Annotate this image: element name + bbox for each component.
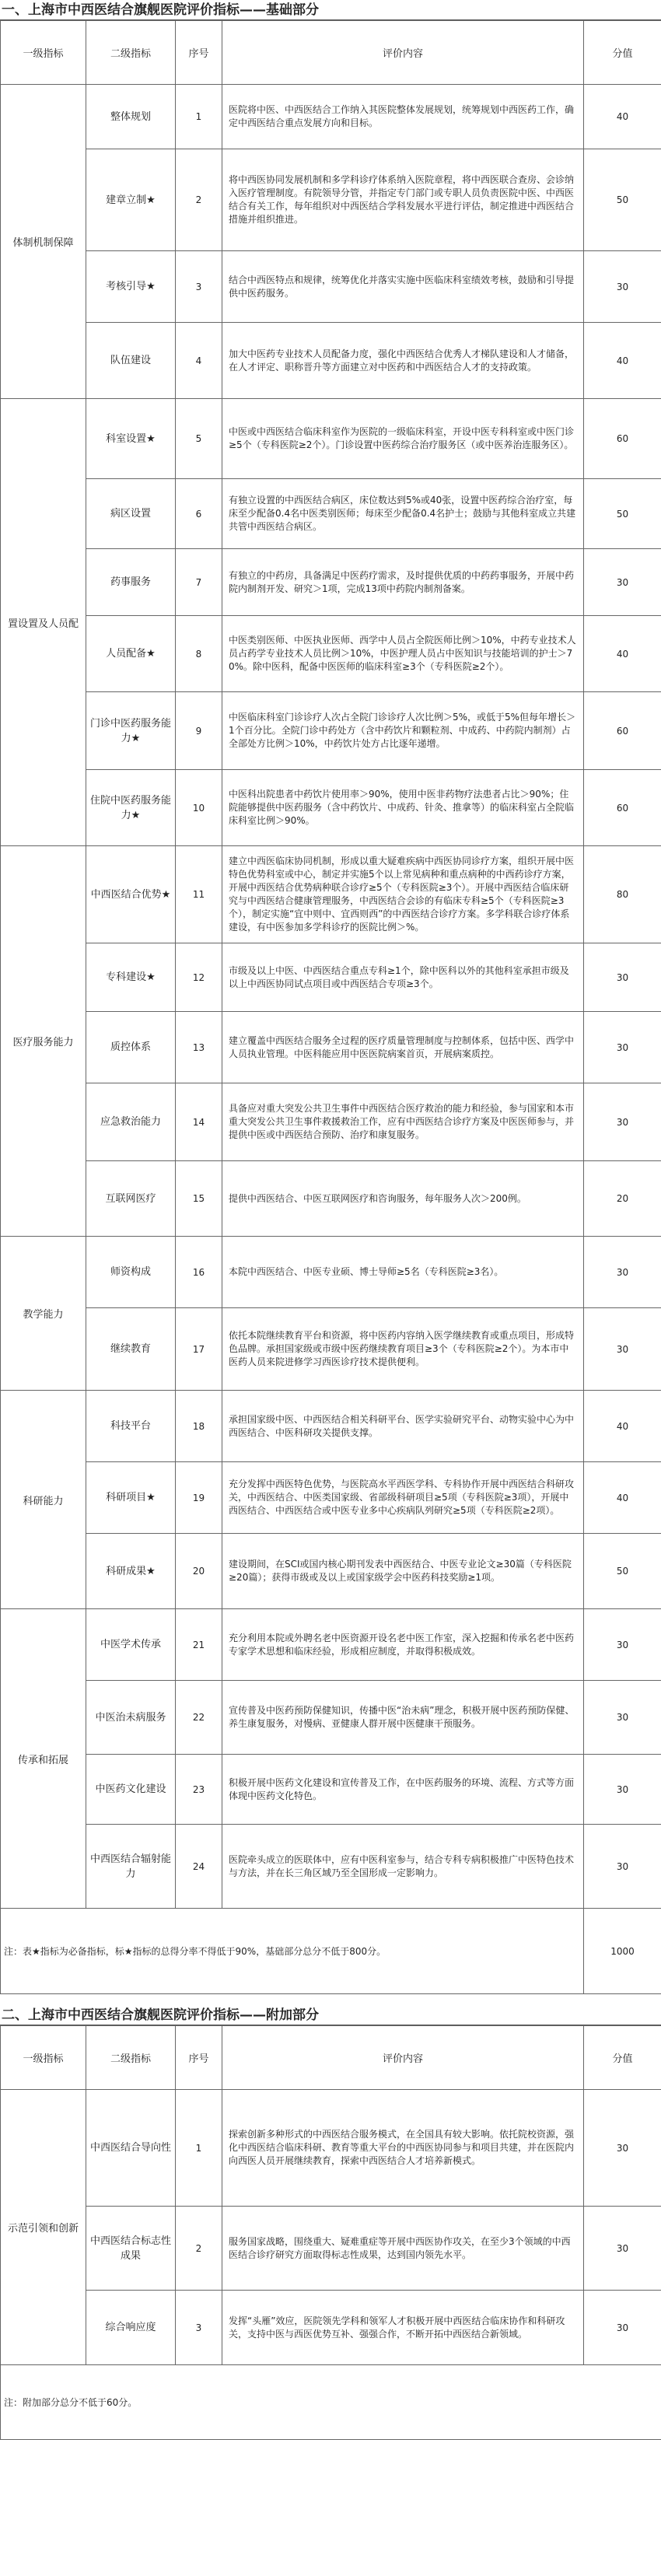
content-cell: 市级及以上中医、中西医结合重点专科≥1个，除中医科以外的其他科室承担市级及以上中西医协同试点项目或中西医结合专项≥3个。: [222, 943, 584, 1012]
content-cell: 建立中西医临床协同机制，形成以重大疑难疾病中西医协同诊疗方案，组织开展中医特色优势科室或中心，制定并实施5个以上常见病种和重点病种的中西药诊疗方案，开展中西医结合优势病种联合诊疗≥5个（专科医院≥3个）。开展中西医结合临床研究与中西医结合健康管理服务，中西医结合会诊的有临床专科≥5个（专科医院≥3个），制定实施“宜中则中、宜西则西”的中西医结合诊疗方案。多学科联合诊疗体系建设，有中医参加多学科诊疗的医院比例＞%。: [222, 846, 584, 943]
section2-note: 注：附加部分总分不低于60分。: [1, 2365, 661, 2440]
table-row: [1, 1462, 661, 1534]
additional-indicators-table: [0, 2025, 661, 2440]
content-cell: 结合中西医特点和规律，统筹优化并落实实施中医临床科室绩效考核，鼓励和引导提供中医药服务。: [222, 251, 584, 323]
level2-cell: 中医学术传承: [86, 1609, 176, 1681]
content-cell: 依托本院继续教育平台和资源，将中医药内容纳入医学继续教育或重点项目，形成特色品牌。承担国家级或市级中医药继续教育项目≥3个（专科医院≥2个）。为本市中医药人员来院进修学习西医诊疗技术提供便利。: [222, 1308, 584, 1391]
table-row: [1, 943, 661, 1012]
content-cell: 承担国家级中医、中西医结合相关科研平台、医学实验研究平台、动物实验中心为中西医结合、中医科研攻关提供支撑。: [222, 1391, 584, 1462]
content-cell: 医院将中医、中西医结合工作纳入其医院整体发展规划，统筹规划中西医药工作，确定中西医结合重点发展方向和目标。: [222, 85, 584, 149]
number-cell: 5: [176, 399, 222, 479]
header-number: 序号: [176, 2026, 222, 2090]
number-cell: 3: [176, 251, 222, 323]
score-cell: 60: [584, 692, 661, 770]
score-cell: 30: [584, 2090, 661, 2207]
table-row: [1, 616, 661, 692]
score-cell: 50: [584, 1534, 661, 1609]
table-header-row: [1, 2026, 661, 2090]
content-cell: 积极开展中医药文化建设和宣传普及工作，在中医药服务的环境、流程、方式等方面体现中医药文化特色。: [222, 1755, 584, 1825]
level1-cell: 传承和拓展: [1, 1609, 86, 1909]
content-cell: 建设期间，在SCI或国内核心期刊发表中西医结合、中医专业论文≥30篇（专科医院≥20篇）；获得市级或及以上或国家级学会中医药科技奖励≥1项。: [222, 1534, 584, 1609]
level2-cell: 门诊中医药服务能力★: [86, 692, 176, 770]
score-cell: 30: [584, 1083, 661, 1161]
level2-cell: 中西医结合标志性成果: [86, 2207, 176, 2291]
level2-cell: 考核引导★: [86, 251, 176, 323]
section1-note: 注：表★指标为必备指标，标★指标的总得分率不得低于90%，基础部分总分不低于800分。: [1, 1909, 584, 1994]
content-cell: 加大中医药专业技术人员配备力度，强化中西医结合优秀人才梯队建设和人才储备，在人才评定、职称晋升等方面建立对中医药和中西医结合人才的支持政策。: [222, 323, 584, 399]
number-cell: 20: [176, 1534, 222, 1609]
score-cell: 30: [584, 1755, 661, 1825]
number-cell: 1: [176, 85, 222, 149]
score-cell: 30: [584, 251, 661, 323]
number-cell: 1: [176, 2090, 222, 2207]
header-content: 评价内容: [222, 2026, 584, 2090]
number-cell: 21: [176, 1609, 222, 1681]
content-cell: 服务国家战略，围绕重大、疑难重症等开展中西医协作攻关，在至少3个领域的中西医结合诊疗研究方面取得标志性成果，达到国内领先水平。: [222, 2207, 584, 2291]
number-cell: 24: [176, 1825, 222, 1909]
table-row: [1, 770, 661, 846]
score-cell: 30: [584, 1012, 661, 1083]
table-row: [1, 1308, 661, 1391]
score-cell: 60: [584, 770, 661, 846]
table-row: [1, 85, 661, 149]
level2-cell: 住院中医药服务能力★: [86, 770, 176, 846]
score-cell: 30: [584, 1237, 661, 1308]
number-cell: 9: [176, 692, 222, 770]
table-row: [1, 1534, 661, 1609]
table-row: [1, 1609, 661, 1681]
content-cell: 将中西医协同发展机制和多学科诊疗体系纳入医院章程，将中西医联合查房、会诊纳入医疗管理制度。有院领导分管，并指定专门部门或专职人员负责医院中医、中西医结合有关工作，每年组织对中西医结合学科发展水平进行评估，制定推进中西医结合措施并组织推进。: [222, 149, 584, 251]
level2-cell: 质控体系: [86, 1012, 176, 1083]
number-cell: 22: [176, 1681, 222, 1755]
number-cell: 18: [176, 1391, 222, 1462]
content-cell: 发挥“头雁”效应，医院领先学科和领军人才积极开展中西医结合临床协作和科研攻关，支持中医与西医优势互补、强强合作，不断开拓中西医结合新领域。: [222, 2291, 584, 2365]
table-row: [1, 399, 661, 479]
table-row: [1, 1161, 661, 1237]
number-cell: 12: [176, 943, 222, 1012]
content-cell: 有独立设置的中西医结合病区，床位数达到5%或40张，设置中医药综合治疗室，每床至少配备0.4名中医类别医师；每床至少配备0.4名护士；鼓励与其他科室成立共建共管中西医结合病区。: [222, 479, 584, 549]
content-cell: 充分利用本院或外聘名老中医资源开设名老中医工作室，深入挖掘和传承名老中医药专家学术思想和临床经验，形成相应制度，并取得积极成效。: [222, 1609, 584, 1681]
table-row: [1, 549, 661, 616]
content-cell: 本院中西医结合、中医专业硕、博士导师≥5名（专科医院≥3名）。: [222, 1237, 584, 1308]
level2-cell: 科室设置★: [86, 399, 176, 479]
number-cell: 16: [176, 1237, 222, 1308]
level2-cell: 整体规划: [86, 85, 176, 149]
note-row: [1, 2365, 661, 2440]
table-row: [1, 479, 661, 549]
content-cell: 中医或中西医结合临床科室作为医院的一级临床科室，开设中医专科科室或中医门诊≥5个（专科医院≥2个）。门诊设置中医药综合治疗服务区（或中医养治连服务区）。: [222, 399, 584, 479]
header-number: 序号: [176, 21, 222, 85]
score-cell: 40: [584, 1462, 661, 1534]
content-cell: 探索创新多种形式的中西医结合服务模式，在全国具有较大影响。依托院校资源，强化中西医结合临床科研、教育等重大平台的中西医协同参与和项目共建，并在医院内向西医人员开展继续教育，探索中西医结合人才培养新模式。: [222, 2090, 584, 2207]
level2-cell: 科技平台: [86, 1391, 176, 1462]
level2-cell: 中医药文化建设: [86, 1755, 176, 1825]
level2-cell: 科研项目★: [86, 1462, 176, 1534]
score-cell: 50: [584, 149, 661, 251]
note-row: [1, 1909, 661, 1994]
level2-cell: 综合响应度: [86, 2291, 176, 2365]
number-cell: 6: [176, 479, 222, 549]
number-cell: 23: [176, 1755, 222, 1825]
level2-cell: 中医治未病服务: [86, 1681, 176, 1755]
number-cell: 13: [176, 1012, 222, 1083]
number-cell: 11: [176, 846, 222, 943]
content-cell: 中医类别医师、中医执业医师、西学中人员占全院医师比例＞10%，中药专业技术人员占药学专业技术人员比例＞10%，中医护理人员占中医知识与技能培训的护士＞70%。除中医科，配备中医医师的临床科室≥3个（专科医院≥2个）。: [222, 616, 584, 692]
score-cell: 30: [584, 1825, 661, 1909]
level2-cell: 专科建设★: [86, 943, 176, 1012]
level2-cell: 师资构成: [86, 1237, 176, 1308]
content-cell: 提供中西医结合、中医互联网医疗和咨询服务，每年服务人次＞200例。: [222, 1161, 584, 1237]
number-cell: 14: [176, 1083, 222, 1161]
score-cell: 50: [584, 479, 661, 549]
table-row: [1, 1825, 661, 1909]
table-row: [1, 1755, 661, 1825]
level2-cell: 队伍建设: [86, 323, 176, 399]
number-cell: 19: [176, 1462, 222, 1534]
table-row: [1, 692, 661, 770]
table-row: [1, 1391, 661, 1462]
score-cell: 60: [584, 399, 661, 479]
score-cell: 30: [584, 1609, 661, 1681]
content-cell: 中医科出院患者中药饮片使用率＞90%，使用中医非药物疗法患者占比＞90%；住院能够提供中医药服务（含中药饮片、中成药、针灸、推拿等）的临床科室占全院临床科室比例＞90%。: [222, 770, 584, 846]
section2-title: 二、上海市中西医结合旗舰医院评价指标——附加部分: [0, 2005, 661, 2025]
header-score: 分值: [584, 21, 661, 85]
number-cell: 4: [176, 323, 222, 399]
level1-cell: 教学能力: [1, 1237, 86, 1391]
total-score-cell: 1000: [584, 1909, 661, 1994]
score-cell: 30: [584, 549, 661, 616]
content-cell: 医院牵头成立的医联体中，应有中医科室参与，结合专科专病积极推广中医特色技术与方法，并在长三角区域乃至全国形成一定影响力。: [222, 1825, 584, 1909]
header-content: 评价内容: [222, 21, 584, 85]
level2-cell: 人员配备★: [86, 616, 176, 692]
content-cell: 宣传普及中医药预防保健知识，传播中医“治未病”理念，积极开展中医药预防保健、养生康复服务，对慢病、亚健康人群开展中医健康干预服务。: [222, 1681, 584, 1755]
content-cell: 充分发挥中西医特色优势，与医院高水平西医学科、专科协作开展中西医结合科研攻关，中西医结合、中医类国家级、省部级科研项目≥5项（专科医院≥3项），开展中西医结合、中西医结合或中医专业多中心疾病队列研究≥5项（专科医院≥2项）。: [222, 1462, 584, 1534]
number-cell: 17: [176, 1308, 222, 1391]
level2-cell: 建章立制★: [86, 149, 176, 251]
header-level1: 一级指标: [1, 2026, 86, 2090]
header-score: 分值: [584, 2026, 661, 2090]
content-cell: 有独立的中药房，具备满足中医药疗需求，及时提供优质的中药药事服务，开展中药院内制剂开发、研究＞1项，完成13项中药院内制剂备案。: [222, 549, 584, 616]
level1-cell: 科研能力: [1, 1391, 86, 1609]
score-cell: 30: [584, 1681, 661, 1755]
number-cell: 7: [176, 549, 222, 616]
score-cell: 20: [584, 1161, 661, 1237]
section-gap: [0, 1994, 661, 2005]
table-header-row: [1, 21, 661, 85]
level2-cell: 应急救治能力: [86, 1083, 176, 1161]
score-cell: 30: [584, 1308, 661, 1391]
score-cell: 40: [584, 85, 661, 149]
content-cell: 中医临床科室门诊诊疗人次占全院门诊诊疗人次比例＞5%，或低于5%但每年增长＞1个百分比。全院门诊中药处方（含中药饮片和颗粒剂、中成药、中药院内制剂）占全部处方比例＞10%，中药饮片处方占比逐年递增。: [222, 692, 584, 770]
level2-cell: 互联网医疗: [86, 1161, 176, 1237]
number-cell: 3: [176, 2291, 222, 2365]
table-row: [1, 149, 661, 251]
score-cell: 80: [584, 846, 661, 943]
table-row: [1, 2207, 661, 2291]
level2-cell: 病区设置: [86, 479, 176, 549]
basic-indicators-table: [0, 20, 661, 1994]
table-row: [1, 2090, 661, 2207]
level2-cell: 科研成果★: [86, 1534, 176, 1609]
content-cell: 具备应对重大突发公共卫生事件中西医结合医疗救治的能力和经验，参与国家和本市重大突发公共卫生事件救援救治工作，应有中西医结合诊疗方案及中医医师参与，并提供中医或中西医结合预防、治疗和康复服务。: [222, 1083, 584, 1161]
number-cell: 10: [176, 770, 222, 846]
level2-cell: 继续教育: [86, 1308, 176, 1391]
level1-cell: 医疗服务能力: [1, 846, 86, 1237]
table-row: [1, 1083, 661, 1161]
score-cell: 30: [584, 2207, 661, 2291]
level1-cell: 体制机制保障: [1, 85, 86, 399]
header-level2: 二级指标: [86, 21, 176, 85]
level2-cell: 中西医结合优势★: [86, 846, 176, 943]
table-row: [1, 323, 661, 399]
score-cell: 30: [584, 943, 661, 1012]
level2-cell: 药事服务: [86, 549, 176, 616]
number-cell: 15: [176, 1161, 222, 1237]
table-row: [1, 251, 661, 323]
score-cell: 40: [584, 323, 661, 399]
header-level2: 二级指标: [86, 2026, 176, 2090]
level2-cell: 中西医结合辐射能力: [86, 1825, 176, 1909]
level2-cell: 中西医结合导向性: [86, 2090, 176, 2207]
level1-cell: 示范引领和创新: [1, 2090, 86, 2365]
header-level1: 一级指标: [1, 21, 86, 85]
table-row: [1, 1012, 661, 1083]
section1-title: 一、上海市中西医结合旗舰医院评价指标——基础部分: [0, 0, 661, 20]
table-row: [1, 2291, 661, 2365]
table-row: [1, 846, 661, 943]
content-cell: 建立覆盖中西医结合服务全过程的医疗质量管理制度与控制体系，包括中医、西学中人员执业管理。中医科能应用中医医院病案首页，开展病案质控。: [222, 1012, 584, 1083]
number-cell: 2: [176, 149, 222, 251]
score-cell: 40: [584, 616, 661, 692]
table-row: [1, 1681, 661, 1755]
score-cell: 30: [584, 2291, 661, 2365]
number-cell: 2: [176, 2207, 222, 2291]
number-cell: 8: [176, 616, 222, 692]
table-row: [1, 1237, 661, 1308]
level1-cell: 置设置及人员配: [1, 399, 86, 846]
score-cell: 40: [584, 1391, 661, 1462]
